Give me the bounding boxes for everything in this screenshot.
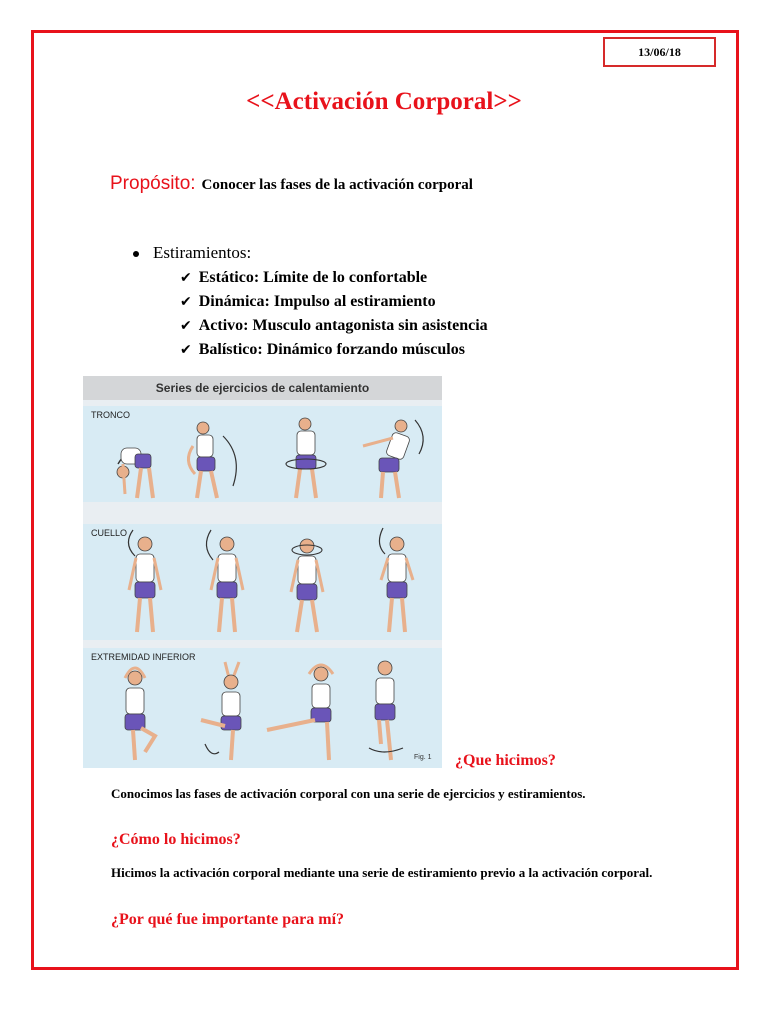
- figure-row-neck: [83, 524, 442, 640]
- purpose-text: Conocer las fases de la activación corporal: [201, 177, 473, 193]
- checkmark-icon: ✔: [180, 342, 192, 358]
- list-item: [180, 314, 488, 338]
- checkmark-icon: ✔: [180, 270, 192, 286]
- trunk-exercises-illustration: [83, 406, 442, 502]
- stretching-heading-text: Estiramientos:: [153, 243, 252, 262]
- list-item: [180, 266, 488, 290]
- list-item-text: Estático: Límite de lo confortable: [198, 269, 428, 286]
- section-text-como-lo-hicimos: Hicimos la activación corporal mediante una serie de estiramiento previo a la activación corporal.: [111, 865, 653, 880]
- stretching-heading: [133, 243, 251, 263]
- list-item-text: Activo: Musculo antagonista sin asistencia: [198, 317, 488, 334]
- section-heading-por-que: ¿Por qué fue importante para mí?: [111, 911, 345, 928]
- exercise-figure-person: [363, 420, 423, 498]
- section-heading-que-hicimos: ¿Que hicimos?: [455, 752, 556, 769]
- figure-row-lower-limb: [83, 648, 442, 768]
- purpose-label: Propósito:: [110, 173, 196, 194]
- figure-title: Series de ejercicios de calentamiento: [83, 376, 442, 400]
- list-item-text: Dinámica: Impulso al estiramiento: [198, 293, 436, 310]
- lower-limb-exercises-illustration: [83, 648, 442, 768]
- row-label: TRONCO: [91, 410, 130, 420]
- exercise-figure: [83, 376, 442, 768]
- exercise-figure-person: [201, 662, 241, 760]
- exercise-figure-person: [379, 528, 413, 632]
- exercise-figure-person: [286, 418, 326, 498]
- list-item: [180, 338, 488, 362]
- page-title: <<Activación Corporal>>: [246, 88, 522, 115]
- figure-row-trunk: [83, 406, 442, 502]
- bullet-icon: [133, 251, 139, 257]
- exercise-figure-person: [125, 668, 155, 760]
- checkmark-icon: ✔: [180, 318, 192, 334]
- section-text-que-hicimos: Conocimos las fases de activación corporal con una serie de ejercicios y estiramientos.: [111, 786, 586, 801]
- list-item-text: Balístico: Dinámico forzando músculos: [198, 341, 465, 358]
- row-label: EXTREMIDAD INFERIOR: [91, 652, 196, 662]
- row-label: CUELLO: [91, 528, 128, 538]
- checkmark-icon: ✔: [180, 294, 192, 310]
- purpose-line: [110, 173, 473, 195]
- section-heading-como-lo-hicimos: ¿Cómo lo hicimos?: [111, 831, 241, 848]
- exercise-figure-person: [291, 539, 323, 632]
- exercise-figure-person: [267, 665, 333, 760]
- exercise-figure-person: [369, 661, 403, 760]
- neck-exercises-illustration: [83, 524, 442, 640]
- exercise-figure-person: [188, 422, 236, 498]
- list-item: [180, 290, 488, 314]
- stretching-list: [180, 266, 488, 362]
- exercise-figure-person: [128, 530, 161, 632]
- exercise-figure-person: [117, 448, 153, 498]
- exercise-figure-person: [206, 530, 243, 632]
- date-box: 13/06/18: [603, 37, 716, 67]
- figure-caption: Fig. 1: [414, 754, 432, 761]
